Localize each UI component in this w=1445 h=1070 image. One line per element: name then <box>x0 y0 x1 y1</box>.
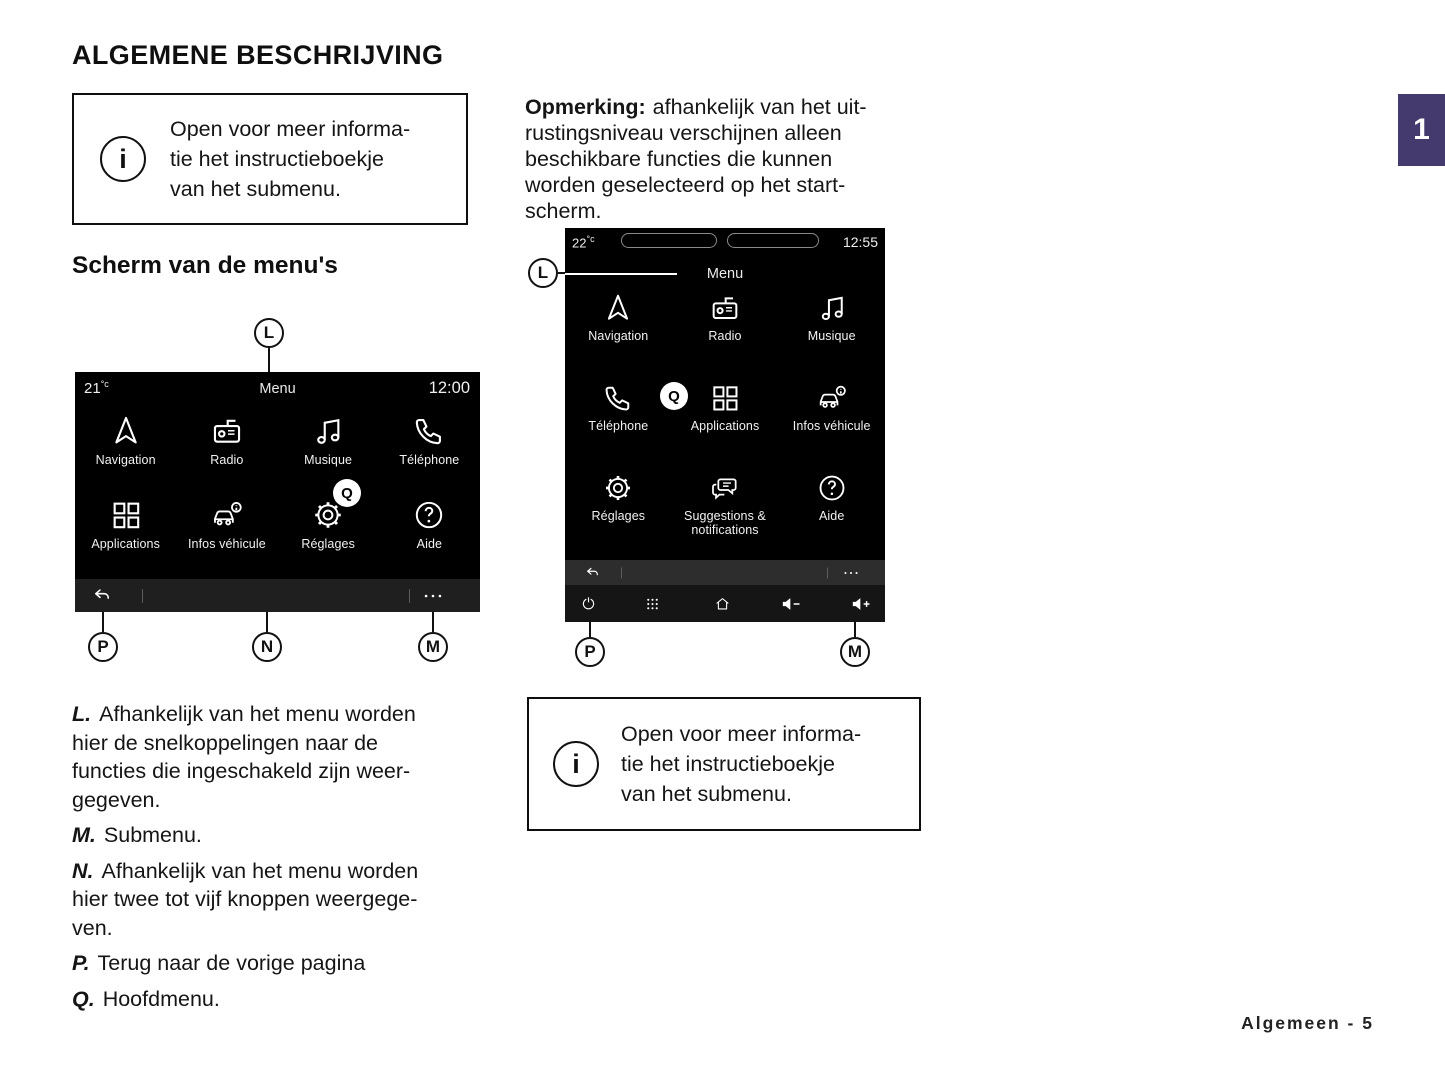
temperature-indicator <box>572 234 595 250</box>
infos-vehicule-icon <box>210 498 244 532</box>
telephone-icon <box>602 382 634 414</box>
menu-item-applications[interactable] <box>75 498 176 551</box>
ellipsis-icon[interactable] <box>423 592 443 600</box>
legend-item-q: Q. Hoofdmenu. <box>72 986 220 1011</box>
infotainment-screen-portrait <box>565 228 885 622</box>
menu-item-reglages[interactable] <box>278 498 379 551</box>
menu-grid-row <box>565 382 885 433</box>
home-icon[interactable] <box>714 595 731 612</box>
temperature-value: 21 <box>84 380 101 397</box>
menu-item-navigation[interactable] <box>75 414 176 467</box>
temperature-value: 22 <box>572 235 587 251</box>
page-footer: Algemeen - 5 <box>1241 1013 1374 1033</box>
info-icon: i <box>100 136 146 182</box>
musique-icon <box>311 414 345 448</box>
menu-item-infos-vehicule[interactable] <box>778 382 885 433</box>
screen-bottom-bar <box>75 579 480 612</box>
info-box-text: Open voor meer informa- tie het instructieboekje van het submenu. <box>621 722 862 806</box>
menu-grid-row <box>565 472 885 537</box>
note-label: Opmerking: <box>525 95 646 119</box>
widget-pill[interactable] <box>621 233 717 248</box>
callout-letter: N <box>260 637 274 656</box>
callout-letter: M <box>425 637 441 656</box>
menu-item-navigation[interactable] <box>565 292 672 343</box>
menu-item-telephone[interactable] <box>565 382 672 433</box>
menu-item-label: Musique <box>807 329 856 343</box>
menu-item-label: Téléphone <box>588 419 649 433</box>
aide-icon <box>816 472 848 504</box>
applications-icon <box>109 498 143 532</box>
telephone-icon <box>412 414 446 448</box>
legend-item-n: N. Afhankelijk van het menu worden hier twee tot vijf knoppen weergege- ven. <box>72 858 419 940</box>
menu-item-suggestions-notifications[interactable] <box>672 472 779 537</box>
screen-title: Menu <box>706 266 744 282</box>
menu-item-radio[interactable] <box>672 292 779 343</box>
callout-M <box>840 637 870 667</box>
bar-separator <box>621 567 622 578</box>
menu-item-label: Infos véhicule <box>792 419 871 433</box>
menu-item-aide[interactable] <box>379 498 480 551</box>
callout-letter: M <box>847 642 863 661</box>
menu-item-infos-vehicule[interactable] <box>176 498 277 551</box>
callout-connector-line <box>432 612 434 632</box>
menu-item-label: Aide <box>818 509 845 523</box>
legend-key: L. <box>72 702 92 726</box>
legend-key: N. <box>72 858 94 883</box>
menu-item-label: Réglages <box>591 509 646 523</box>
note-paragraph <box>525 94 955 224</box>
screen-shortcut-bar <box>565 560 885 585</box>
power-icon[interactable] <box>580 595 597 612</box>
menu-item-label: Applications <box>91 537 160 551</box>
infotainment-screen-landscape <box>75 372 480 612</box>
widget-pill[interactable] <box>727 233 819 248</box>
callout-Q <box>333 479 361 507</box>
legend-item-l: L. Afhankelijk van het menu worden hier de snelkoppelingen naar de functies die ingeschakeld zijn weer- gegeven. <box>72 702 416 812</box>
legend-key: Q. <box>72 986 95 1011</box>
info-box <box>72 93 468 225</box>
menu-item-musique[interactable] <box>778 292 885 343</box>
section-subheading: Scherm van de menu's <box>72 252 338 279</box>
navigation-icon <box>109 414 143 448</box>
temperature-unit: °c <box>100 379 109 389</box>
callout-L <box>254 318 284 348</box>
callout-letter: Q <box>668 387 680 405</box>
callout-connector-line <box>854 622 856 637</box>
chapter-tab: 1 <box>1398 94 1445 166</box>
menu-item-reglages[interactable] <box>565 472 672 537</box>
radio-icon <box>210 414 244 448</box>
note-text: afhankelijk van het uit- rustingsniveau verschijnen alleen beschikbare functies die kunnen worden geselecteerd op het start- scherm. <box>525 95 867 223</box>
callout-P <box>88 632 118 662</box>
volume-up-icon[interactable] <box>849 594 875 614</box>
screen-system-bar <box>565 585 885 622</box>
menu-item-label: Aide <box>416 537 443 551</box>
radio-icon <box>709 292 741 324</box>
menu-item-label: Téléphone <box>399 453 460 467</box>
menu-item-musique[interactable] <box>278 414 379 467</box>
navigation-icon <box>602 292 634 324</box>
musique-icon <box>816 292 848 324</box>
callout-P <box>575 637 605 667</box>
menu-item-applications[interactable] <box>672 382 779 433</box>
menu-item-label: Réglages <box>301 537 355 551</box>
info-box <box>527 697 921 831</box>
callout-connector-line <box>589 622 591 637</box>
callout-connector-line <box>268 348 270 372</box>
clock: 12:00 <box>428 379 470 397</box>
callout-M <box>418 632 448 662</box>
menu-item-label: Radio <box>708 329 742 343</box>
menu-grid-row <box>75 414 480 467</box>
menu-item-label: Navigation <box>95 453 156 467</box>
menu-item-aide[interactable] <box>778 472 885 537</box>
screen-title: Menu <box>259 381 296 397</box>
callout-letter: Q <box>341 484 353 502</box>
callout-connector-line <box>102 612 104 632</box>
menu-item-label: Infos véhicule <box>187 537 266 551</box>
bar-separator <box>142 589 143 603</box>
menu-item-label: Musique <box>304 453 353 467</box>
menu-item-label: Applications <box>690 419 760 433</box>
info-icon: i <box>553 741 599 787</box>
menu-grid-row <box>75 498 480 551</box>
legend-key: M. <box>72 823 96 847</box>
callout-connector-line <box>266 612 268 632</box>
callout-letter: L <box>263 323 275 342</box>
app-grid-icon[interactable] <box>644 595 661 612</box>
info-box-text: Open voor meer informa- tie het instructieboekje van het submenu. <box>170 117 411 201</box>
menu-item-label: Radio <box>210 453 244 467</box>
page-title: ALGEMENE BESCHRIJVING <box>72 40 444 70</box>
applications-icon <box>709 382 741 414</box>
clock: 12:55 <box>842 234 878 250</box>
back-icon[interactable] <box>91 585 113 607</box>
volume-down-icon[interactable] <box>779 594 805 614</box>
legend-key: P. <box>72 951 90 975</box>
bar-separator <box>409 589 410 603</box>
menu-item-label: Navigation <box>588 329 649 343</box>
temperature-unit: °c <box>586 234 595 244</box>
legend <box>72 700 492 1020</box>
menu-item-radio[interactable] <box>176 414 277 467</box>
infos-vehicule-icon <box>816 382 848 414</box>
ellipsis-icon[interactable] <box>843 569 859 576</box>
callout-letter: P <box>584 642 596 661</box>
back-icon[interactable] <box>584 564 601 581</box>
menu-item-label: Suggestions & notifications <box>684 509 766 537</box>
callout-N <box>252 632 282 662</box>
legend-item-m: M. Submenu. <box>72 823 202 847</box>
reglages-icon <box>602 472 634 504</box>
legend-item-p: P. Terug naar de vorige pagina <box>72 951 366 975</box>
suggestions-icon <box>709 472 741 504</box>
callout-letter: P <box>97 637 109 656</box>
callout-letter: L <box>537 263 549 282</box>
bar-separator <box>827 567 828 578</box>
callout-Q <box>660 382 688 410</box>
callout-L <box>528 258 558 288</box>
menu-item-telephone[interactable] <box>379 414 480 467</box>
aide-icon <box>412 498 446 532</box>
menu-grid-row <box>565 292 885 343</box>
